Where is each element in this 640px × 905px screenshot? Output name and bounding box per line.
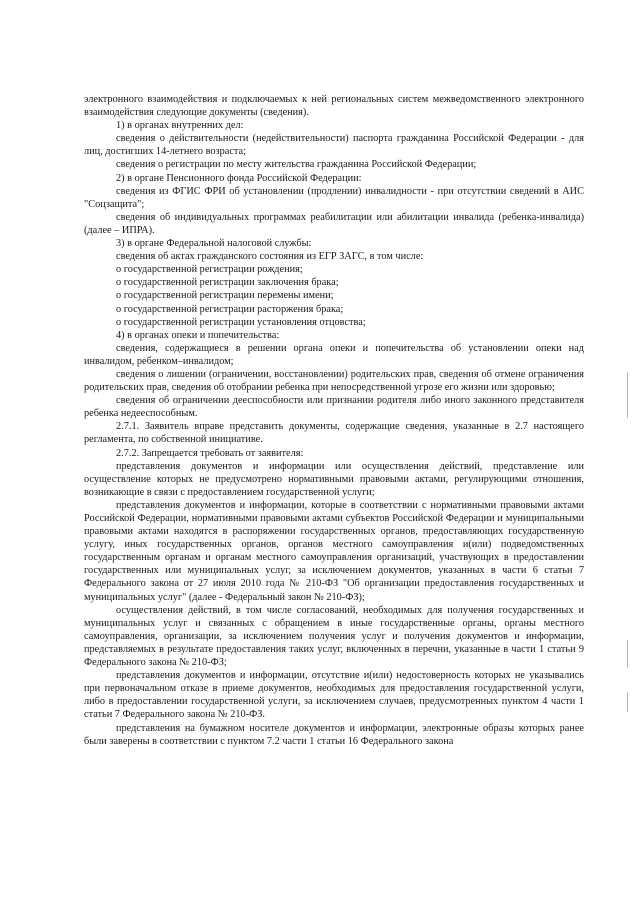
paragraph: представления документов и информации, отсутствие и(или) недостоверность которых не указывались при первоначальном отказе в приеме документов, необходимых для предоставления государственной услуги, либо в предоставлении государственной услуги, за исключением случаев, предусмотренных пунктом 4 части 1 статьи 7 Федерального закона № 210-ФЗ. (84, 670, 584, 721)
paragraph: сведения, содержащиеся в решении органа опеки и попечительства об установлении опеки над инвалидом, ребенком–инвалидом; (84, 342, 584, 367)
paragraph: сведения о регистрации по месту жительства гражданина Российской Федерации; (116, 159, 477, 171)
paragraph: 1) в органах внутренних дел: (116, 120, 244, 132)
paragraph: представления на бумажном носителе документов и информации, электронные образы которых ранее были заверены в соответствии с пунктом 7.2 части 1 статьи 16 Федерального закона (84, 722, 584, 747)
scan-margin-mark (627, 692, 628, 712)
scan-margin-mark (627, 640, 628, 668)
list-item: о государственной регистрации заключения брака; (116, 277, 339, 289)
list-item: о государственной регистрации рождения; (116, 264, 303, 276)
paragraph: сведения об актах гражданского состояния из ЕГР ЗАГС, в том числе: (116, 251, 424, 263)
paragraph: сведения об ограничении дееспособности или признании родителя либо иного законного представителя ребенка недееспособным. (84, 395, 584, 420)
paragraph: сведения о лишении (ограничении, восстановлении) родительских прав, сведения об отмене ограничения родительских прав, сведения об отобрании ребенка при непосредственной угрозе его жизни или здоровью; (84, 368, 584, 394)
document-body (84, 93, 584, 748)
paragraph: 2) в органе Пенсионного фонда Российской Федерации: (116, 172, 362, 184)
paragraph: представления документов и информации или осуществления действий, представление или осуществление которых не предусмотрено нормативными правовыми актами, регулирующими отношения, возникающие в связи с предоставлением государственной услуги; (84, 460, 584, 498)
scan-margin-mark (627, 372, 628, 418)
paragraph: 4) в органах опеки и попечительства: (116, 329, 280, 341)
paragraph: 3) в органе Федеральной налоговой службы: (116, 238, 312, 250)
list-item: о государственной регистрации перемены имени; (116, 290, 334, 302)
paragraph: 2.7.1. Заявитель вправе представить документы, содержащие сведения, указанные в 2.7 настоящего регламента, по собственной инициативе. (84, 421, 584, 446)
paragraph: сведения об индивидуальных программах реабилитации или абилитации инвалида (ребенка-инвалида) (далее – ИПРА). (84, 211, 584, 236)
list-item: о государственной регистрации установления отцовства; (116, 316, 366, 328)
paragraph: сведения о действительности (недействительности) паспорта гражданина Российской Федерации - для лиц, достигших 14-летнего возраста; (84, 133, 584, 158)
paragraph: осуществления действий, в том числе согласований, необходимых для получения государственных и муниципальных услуг и связанных с обращением в иные государственные органы, органы местного самоуправления, организации, за исключением получения услуг и получения документов и информации, представляемых в результате предоставления таких услуг, включенных в перечни, указанные в части 1 статьи 9 Федерального закона № 210-ФЗ; (84, 604, 584, 669)
paragraph: сведения из ФГИС ФРИ об установлении (продлении) инвалидности - при отсутствии сведений в АИС "Соцзащита"; (84, 185, 584, 210)
paragraph: 2.7.2. Запрещается требовать от заявителя: (116, 447, 304, 459)
paragraph: представления документов и информации, которые в соответствии с нормативными правовыми актами Российской Федерации, нормативными правовыми актами субъектов Российской Федерации и муниципальными правовыми актами находятся в распоряжении государственных органов, предоставляющих государственную услугу, иных государственных органов, органов местного самоуправления и(или) подведомственных государственным органам и органам местного самоуправления организаций, участвующих в предоставлении государственных или муниципальных услуг, за исключением документов, указанных в части 6 статьи 7 Федерального закона от 27 июля 2010 года № 210-ФЗ "Об организации предоставления государственных и муниципальных услуг" (далее - Федеральный закон № 210-ФЗ); (84, 499, 584, 603)
paragraph: электронного взаимодействия и подключаемых к ней региональных систем межведомственного электронного взаимодействия следующие документы (сведения). (84, 94, 584, 119)
list-item: о государственной регистрации расторжения брака; (116, 303, 344, 315)
